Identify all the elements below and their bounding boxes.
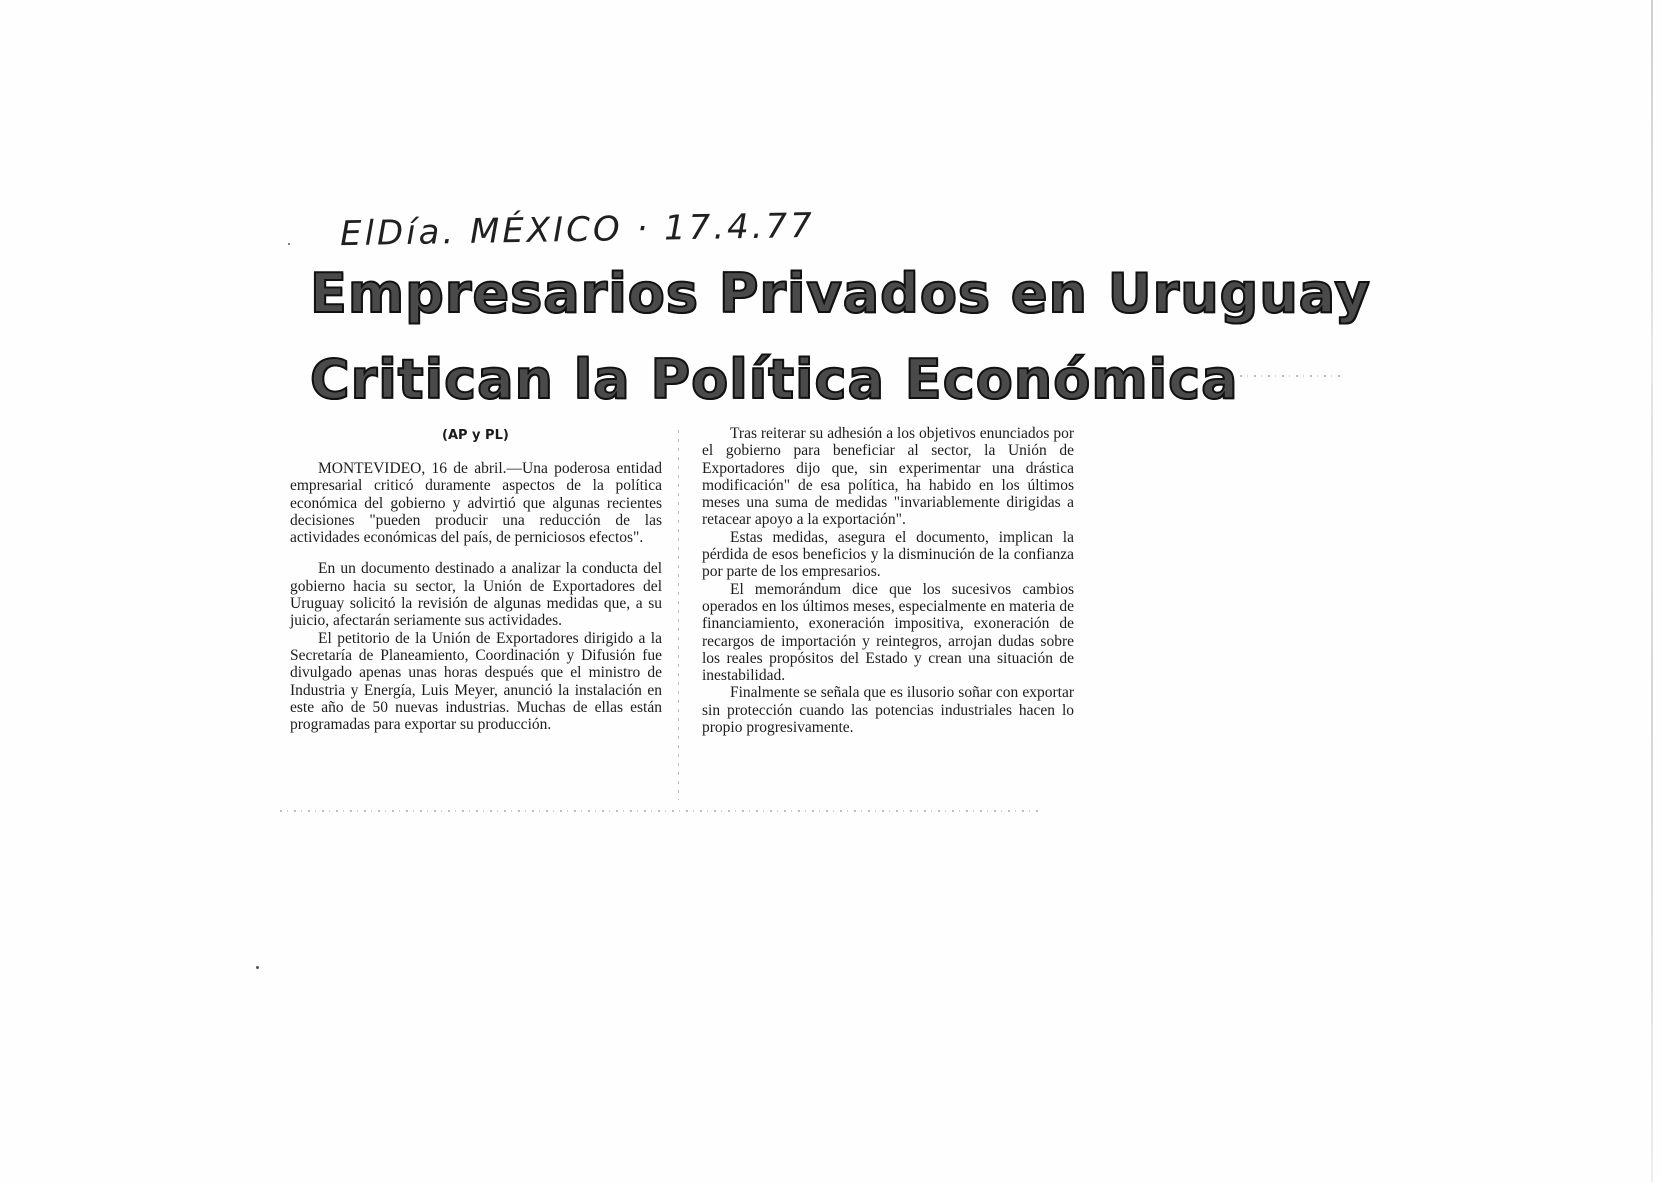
- article-column-right: [702, 425, 1074, 736]
- paragraph: Tras reiterar su adhesión a los objetivos enunciados por el gobierno para beneficiar al sector, la Unión de Exportadores dijo que, sin experimentar una drástica modificación" de esa política, ha habido en los últimos meses una suma de medidas "invariablemente dirigidas a retacear apoyo a la exportación".: [702, 425, 1074, 529]
- newspaper-clipping: [280, 205, 1420, 830]
- news-agency-credit: (AP y PL): [442, 428, 509, 443]
- paragraph: El petitorio de la Unión de Exportadores dirigido a la Secretaría de Planeamiento, Coordinación y Difusión fue divulgado apenas unas horas después que el ministro de Industria y Energía, Luis Meyer, anunció la instalación en este año de 50 nuevas industrias. Muchas de ellas están programadas para exportar su producción.: [290, 629, 662, 734]
- paragraph: Estas medidas, asegura el documento, implican la pérdida de esos beneficios y la disminución de la confianza por parte de los empresarios.: [702, 528, 1074, 581]
- headline-line-1: Empresarios Privados en Uruguay: [310, 262, 1371, 325]
- paragraph: El memorándum dice que los sucesivos cambios operados en los últimos meses, especialmente en materia de financiamiento, exoneración impositiva, exoneración de recargos de importación y reintegros, arrojan dudas sobre los reales propósitos del Estado y crean una situación de inestabilidad.: [702, 580, 1074, 685]
- headline-line-2: Critican la Política Económica: [310, 348, 1239, 411]
- column-divider: [678, 430, 679, 800]
- source-handwritten-note: ElDía. MÉXICO · 17.4.77: [339, 205, 816, 255]
- page-edge-shadow: [1651, 0, 1653, 1182]
- paragraph: Finalmente se señala que es ilusorio soñar con exportar sin protección cuando las potencias industriales hacen lo propio progresivamente.: [702, 684, 1074, 737]
- paragraph: En un documento destinado a analizar la conducta del gobierno hacia su sector, la Unión de Exportadores del Uruguay solicitó la revisión de algunas medidas que, a su juicio, afectarán seriamente sus actividades.: [290, 560, 662, 630]
- clipping-bottom-edge: [280, 810, 1040, 812]
- clipping-top-edge: [1240, 375, 1340, 377]
- scan-speck: [256, 966, 259, 969]
- paragraph: MONTEVIDEO, 16 de abril.—Una poderosa entidad empresarial criticó duramente aspectos de la política económica del gobierno y advirtió que algunas recientes decisiones "pueden producir una reducción de las actividades económicas del país, de perniciosos efectos".: [290, 460, 662, 547]
- article-column-left: [290, 460, 662, 733]
